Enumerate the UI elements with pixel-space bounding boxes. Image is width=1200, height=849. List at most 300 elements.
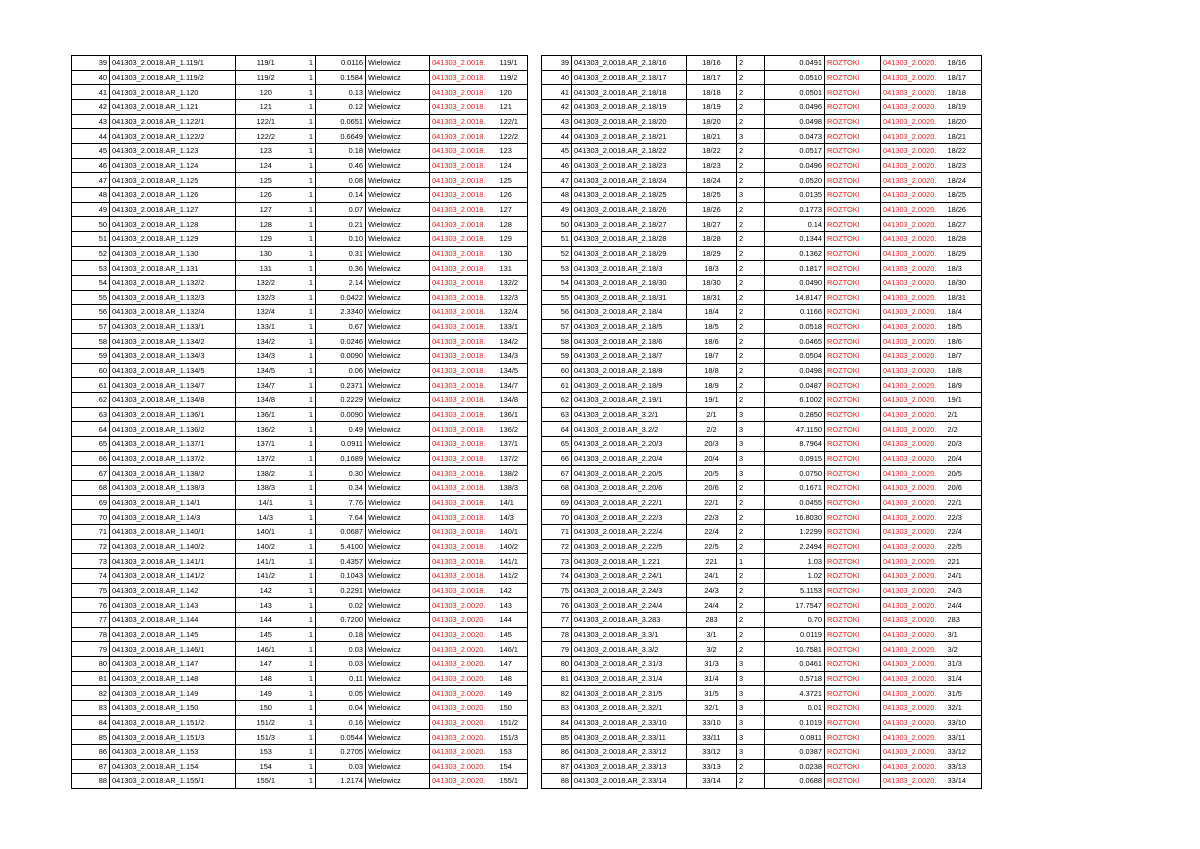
sheet-number-cell: 3	[737, 187, 765, 202]
sheet-number-cell: 1	[296, 334, 316, 349]
parcel-ref-cell: 33/13	[946, 759, 982, 774]
table-row	[72, 422, 528, 437]
table-row	[72, 627, 528, 642]
parcel-id-cell: 041303_2.0018.AR_2.20/3	[572, 437, 687, 452]
row-number-cell: 84	[542, 715, 572, 730]
parcel-ref-cell: 22/5	[946, 539, 982, 554]
table-row	[542, 744, 982, 759]
row-number-cell: 80	[72, 656, 110, 671]
precinct-code-cell: 041303_2.0020.	[881, 510, 946, 525]
row-number-cell: 43	[542, 114, 572, 129]
precinct-name-cell: Wielowicz	[366, 85, 430, 100]
parcel-number-cell: 145	[236, 627, 296, 642]
parcel-ref-cell: 31/4	[946, 671, 982, 686]
parcel-number-cell: 137/2	[236, 451, 296, 466]
table-row	[542, 656, 982, 671]
table-row	[72, 143, 528, 158]
precinct-code-cell: 041303_2.0018.	[430, 568, 498, 583]
table-row	[72, 378, 528, 393]
sheet-number-cell: 1	[296, 56, 316, 71]
parcel-id-cell: 041303_2.0018.AR_1.144	[110, 612, 236, 627]
precinct-code-cell: 041303_2.0018.	[430, 158, 498, 173]
parcel-ref-cell: 18/21	[946, 129, 982, 144]
parcel-number-cell: 141/1	[236, 554, 296, 569]
parcel-ref-cell: 119/2	[498, 70, 528, 85]
parcel-id-cell: 041303_2.0018.AR_1.151/3	[110, 730, 236, 745]
parcel-ref-cell: 18/22	[946, 143, 982, 158]
sheet-number-cell: 1	[296, 539, 316, 554]
precinct-code-cell: 041303_2.0020.	[881, 158, 946, 173]
parcel-ref-cell: 128	[498, 217, 528, 232]
row-number-cell: 53	[72, 261, 110, 276]
sheet-number-cell: 2	[737, 261, 765, 276]
area-value-cell: 0.14	[316, 187, 366, 202]
parcel-ref-cell: 18/9	[946, 378, 982, 393]
parcel-id-cell: 041303_2.0018.AR_1.122/1	[110, 114, 236, 129]
parcel-ref-cell: 133/1	[498, 319, 528, 334]
table-row	[542, 334, 982, 349]
parcel-number-cell: 134/5	[236, 363, 296, 378]
row-number-cell: 66	[72, 451, 110, 466]
area-value-cell: 0.49	[316, 422, 366, 437]
row-number-cell: 49	[542, 202, 572, 217]
precinct-name-cell: Wielowicz	[366, 598, 430, 613]
parcel-ref-cell: 151/2	[498, 715, 528, 730]
precinct-name-cell: Wielowicz	[366, 437, 430, 452]
precinct-name-cell: Wielowicz	[366, 539, 430, 554]
table-row	[72, 525, 528, 540]
parcel-id-cell: 041303_2.0018.AR_1.132/3	[110, 290, 236, 305]
precinct-code-cell: 041303_2.0018.	[430, 99, 498, 114]
parcel-number-cell: 119/1	[236, 56, 296, 71]
parcel-id-cell: 041303_2.0018.AR_1.122/2	[110, 129, 236, 144]
parcel-number-cell: 22/1	[687, 495, 737, 510]
sheet-number-cell: 1	[296, 656, 316, 671]
row-number-cell: 62	[542, 393, 572, 408]
area-value-cell: 0.1817	[765, 261, 825, 276]
precinct-name-cell: ROZTOKI	[825, 378, 881, 393]
parcel-number-cell: 18/30	[687, 275, 737, 290]
parcel-ref-cell: 22/1	[946, 495, 982, 510]
precinct-name-cell: ROZTOKI	[825, 759, 881, 774]
sheet-number-cell: 2	[737, 231, 765, 246]
sheet-number-cell: 1	[296, 202, 316, 217]
parcel-number-cell: 151/2	[236, 715, 296, 730]
parcel-ref-cell: 137/1	[498, 437, 528, 452]
parcel-number-cell: 141/2	[236, 568, 296, 583]
parcel-ref-cell: 31/5	[946, 686, 982, 701]
table-row	[542, 305, 982, 320]
parcel-id-cell: 041303_2.0018.AR_1.141/2	[110, 568, 236, 583]
precinct-code-cell: 041303_2.0020.	[881, 99, 946, 114]
sheet-number-cell: 2	[737, 598, 765, 613]
table-row	[542, 642, 982, 657]
precinct-code-cell: 041303_2.0020.	[881, 319, 946, 334]
precinct-code-cell: 041303_2.0020.	[430, 656, 498, 671]
row-number-cell: 56	[542, 305, 572, 320]
area-value-cell: 0.0487	[765, 378, 825, 393]
parcel-id-cell: 041303_2.0018.AR_2.18/24	[572, 173, 687, 188]
area-value-cell: 0.1344	[765, 231, 825, 246]
sheet-number-cell: 3	[737, 466, 765, 481]
row-number-cell: 70	[72, 510, 110, 525]
parcel-ref-cell: 153	[498, 744, 528, 759]
row-number-cell: 42	[542, 99, 572, 114]
parcel-ref-cell: 140/2	[498, 539, 528, 554]
parcel-number-cell: 2/1	[687, 407, 737, 422]
parcel-ref-cell: 24/4	[946, 598, 982, 613]
parcel-ref-cell: 123	[498, 143, 528, 158]
parcel-number-cell: 18/26	[687, 202, 737, 217]
precinct-name-cell: Wielowicz	[366, 363, 430, 378]
area-value-cell: 0.0090	[316, 407, 366, 422]
parcel-id-cell: 041303_2.0018.AR_2.33/13	[572, 759, 687, 774]
area-value-cell: 0.08	[316, 173, 366, 188]
parcel-number-cell: 134/3	[236, 349, 296, 364]
area-value-cell: 0.03	[316, 642, 366, 657]
table-row	[542, 275, 982, 290]
table-row	[72, 261, 528, 276]
area-value-cell: 0.7200	[316, 612, 366, 627]
area-value-cell: 16.8030	[765, 510, 825, 525]
precinct-name-cell: Wielowicz	[366, 334, 430, 349]
precinct-name-cell: Wielowicz	[366, 129, 430, 144]
row-number-cell: 67	[542, 466, 572, 481]
precinct-code-cell: 041303_2.0020.	[881, 642, 946, 657]
table-row	[72, 334, 528, 349]
parcel-number-cell: 132/4	[236, 305, 296, 320]
area-value-cell: 6.1002	[765, 393, 825, 408]
area-value-cell: 5.4100	[316, 539, 366, 554]
parcel-id-cell: 041303_2.0018.AR_3.2/2	[572, 422, 687, 437]
sheet-number-cell: 2	[737, 290, 765, 305]
precinct-name-cell: Wielowicz	[366, 466, 430, 481]
table-row	[542, 114, 982, 129]
sheet-number-cell: 2	[737, 583, 765, 598]
precinct-code-cell: 041303_2.0020.	[881, 774, 946, 789]
table-row	[72, 202, 528, 217]
parcel-id-cell: 041303_2.0018.AR_1.134/2	[110, 334, 236, 349]
area-value-cell: 0.03	[316, 759, 366, 774]
row-number-cell: 40	[542, 70, 572, 85]
precinct-name-cell: Wielowicz	[366, 349, 430, 364]
parcel-number-cell: 18/5	[687, 319, 737, 334]
parcel-id-cell: 041303_2.0018.AR_1.149	[110, 686, 236, 701]
precinct-name-cell: ROZTOKI	[825, 451, 881, 466]
precinct-code-cell: 041303_2.0020.	[881, 70, 946, 85]
row-number-cell: 71	[72, 525, 110, 540]
parcel-id-cell: 041303_2.0018.AR_1.148	[110, 671, 236, 686]
parcel-number-cell: 151/3	[236, 730, 296, 745]
row-number-cell: 51	[72, 231, 110, 246]
row-number-cell: 57	[542, 319, 572, 334]
row-number-cell: 41	[542, 85, 572, 100]
precinct-code-cell: 041303_2.0018.	[430, 378, 498, 393]
row-number-cell: 66	[542, 451, 572, 466]
area-value-cell: 0.0520	[765, 173, 825, 188]
parcel-ref-cell: 24/1	[946, 568, 982, 583]
parcel-id-cell: 041303_2.0018.AR_2.19/1	[572, 393, 687, 408]
parcel-ref-cell: 18/26	[946, 202, 982, 217]
parcel-id-cell: 041303_2.0018.AR_1.119/1	[110, 56, 236, 71]
area-value-cell: 0.0246	[316, 334, 366, 349]
sheet-number-cell: 1	[296, 583, 316, 598]
area-value-cell: 0.13	[316, 85, 366, 100]
sheet-number-cell: 1	[296, 671, 316, 686]
sheet-number-cell: 2	[737, 759, 765, 774]
parcel-number-cell: 132/3	[236, 290, 296, 305]
parcel-number-cell: 14/3	[236, 510, 296, 525]
parcel-id-cell: 041303_2.0018.AR_1.147	[110, 656, 236, 671]
parcel-ref-cell: 148	[498, 671, 528, 686]
sheet-number-cell: 3	[737, 686, 765, 701]
precinct-name-cell: ROZTOKI	[825, 217, 881, 232]
area-value-cell: 0.5718	[765, 671, 825, 686]
sheet-number-cell: 1	[296, 525, 316, 540]
sheet-number-cell: 1	[296, 290, 316, 305]
sheet-number-cell: 2	[737, 173, 765, 188]
row-number-cell: 74	[72, 568, 110, 583]
parcel-ref-cell: 18/31	[946, 290, 982, 305]
area-value-cell: 0.36	[316, 261, 366, 276]
parcel-id-cell: 041303_2.0018.AR_2.18/30	[572, 275, 687, 290]
area-value-cell: 0.0496	[765, 99, 825, 114]
row-number-cell: 41	[72, 85, 110, 100]
parcel-ref-cell: 18/20	[946, 114, 982, 129]
table-row	[72, 774, 528, 789]
precinct-name-cell: Wielowicz	[366, 407, 430, 422]
sheet-number-cell: 1	[296, 759, 316, 774]
precinct-code-cell: 041303_2.0020.	[430, 612, 498, 627]
sheet-number-cell: 2	[737, 158, 765, 173]
left-table-body	[72, 56, 528, 789]
area-value-cell: 0.0915	[765, 451, 825, 466]
area-value-cell: 0.0238	[765, 759, 825, 774]
area-value-cell: 1.2174	[316, 774, 366, 789]
right-table-body	[542, 56, 982, 789]
parcel-id-cell: 041303_2.0018.AR_1.134/8	[110, 393, 236, 408]
table-row	[72, 246, 528, 261]
parcel-id-cell: 041303_2.0018.AR_2.18/28	[572, 231, 687, 246]
precinct-name-cell: ROZTOKI	[825, 319, 881, 334]
table-row	[72, 319, 528, 334]
precinct-name-cell: ROZTOKI	[825, 393, 881, 408]
parcel-ref-cell: 18/23	[946, 158, 982, 173]
parcel-number-cell: 283	[687, 612, 737, 627]
row-number-cell: 58	[542, 334, 572, 349]
precinct-code-cell: 041303_2.0018.	[430, 305, 498, 320]
parcel-id-cell: 041303_2.0018.AR_1.131	[110, 261, 236, 276]
table-row	[72, 407, 528, 422]
row-number-cell: 63	[542, 407, 572, 422]
table-row	[542, 554, 982, 569]
sheet-number-cell: 2	[737, 568, 765, 583]
table-row	[542, 158, 982, 173]
parcel-ref-cell: 132/4	[498, 305, 528, 320]
sheet-number-cell: 1	[296, 730, 316, 745]
precinct-name-cell: Wielowicz	[366, 759, 430, 774]
precinct-name-cell: ROZTOKI	[825, 671, 881, 686]
parcel-id-cell: 041303_2.0018.AR_1.138/3	[110, 481, 236, 496]
sheet-number-cell: 2	[737, 612, 765, 627]
precinct-code-cell: 041303_2.0018.	[430, 510, 498, 525]
precinct-code-cell: 041303_2.0018.	[430, 261, 498, 276]
parcel-number-cell: 123	[236, 143, 296, 158]
precinct-code-cell: 041303_2.0020.	[881, 481, 946, 496]
precinct-code-cell: 041303_2.0018.	[430, 275, 498, 290]
precinct-name-cell: ROZTOKI	[825, 114, 881, 129]
precinct-name-cell: ROZTOKI	[825, 730, 881, 745]
row-number-cell: 40	[72, 70, 110, 85]
table-row	[542, 319, 982, 334]
parcel-id-cell: 041303_2.0018.AR_2.32/1	[572, 700, 687, 715]
area-value-cell: 10.7581	[765, 642, 825, 657]
precinct-code-cell: 041303_2.0018.	[430, 407, 498, 422]
precinct-name-cell: Wielowicz	[366, 656, 430, 671]
parcel-id-cell: 041303_2.0018.AR_2.24/3	[572, 583, 687, 598]
parcel-id-cell: 041303_2.0018.AR_1.133/1	[110, 319, 236, 334]
row-number-cell: 65	[72, 437, 110, 452]
parcel-number-cell: 18/25	[687, 187, 737, 202]
precinct-code-cell: 041303_2.0020.	[430, 744, 498, 759]
precinct-code-cell: 041303_2.0020.	[430, 598, 498, 613]
sheet-number-cell: 1	[296, 612, 316, 627]
precinct-name-cell: Wielowicz	[366, 642, 430, 657]
row-number-cell: 67	[72, 466, 110, 481]
table-row	[72, 393, 528, 408]
table-row	[542, 56, 982, 71]
precinct-code-cell: 041303_2.0020.	[430, 774, 498, 789]
sheet-number-cell: 2	[737, 627, 765, 642]
parcel-number-cell: 22/4	[687, 525, 737, 540]
row-number-cell: 78	[542, 627, 572, 642]
parcel-ref-cell: 22/4	[946, 525, 982, 540]
table-row	[542, 349, 982, 364]
parcel-id-cell: 041303_2.0018.AR_1.130	[110, 246, 236, 261]
parcel-number-cell: 131	[236, 261, 296, 276]
table-row	[72, 759, 528, 774]
precinct-code-cell: 041303_2.0020.	[881, 466, 946, 481]
area-value-cell: 0.0465	[765, 334, 825, 349]
row-number-cell: 54	[542, 275, 572, 290]
parcel-id-cell: 041303_2.0018.AR_2.18/7	[572, 349, 687, 364]
sheet-number-cell: 1	[296, 407, 316, 422]
precinct-code-cell: 041303_2.0018.	[430, 437, 498, 452]
parcel-id-cell: 041303_2.0018.AR_1.138/2	[110, 466, 236, 481]
row-number-cell: 76	[542, 598, 572, 613]
row-number-cell: 87	[72, 759, 110, 774]
sheet-number-cell: 1	[296, 774, 316, 789]
parcel-ref-cell: 3/1	[946, 627, 982, 642]
precinct-name-cell: Wielowicz	[366, 305, 430, 320]
row-number-cell: 86	[542, 744, 572, 759]
precinct-name-cell: ROZTOKI	[825, 275, 881, 290]
parcel-number-cell: 22/3	[687, 510, 737, 525]
precinct-name-cell: Wielowicz	[366, 173, 430, 188]
parcel-ref-cell: 18/24	[946, 173, 982, 188]
parcel-ref-cell: 19/1	[946, 393, 982, 408]
parcel-number-cell: 24/3	[687, 583, 737, 598]
parcel-id-cell: 041303_2.0018.AR_2.18/3	[572, 261, 687, 276]
precinct-code-cell: 041303_2.0020.	[881, 261, 946, 276]
parcel-id-cell: 041303_2.0018.AR_3.3/1	[572, 627, 687, 642]
parcel-id-cell: 041303_2.0018.AR_2.18/20	[572, 114, 687, 129]
parcel-id-cell: 041303_2.0018.AR_1.136/1	[110, 407, 236, 422]
table-row	[542, 393, 982, 408]
parcel-ref-cell: 129	[498, 231, 528, 246]
row-number-cell: 54	[72, 275, 110, 290]
precinct-code-cell: 041303_2.0020.	[881, 378, 946, 393]
row-number-cell: 64	[72, 422, 110, 437]
area-value-cell: 0.0461	[765, 656, 825, 671]
precinct-name-cell: ROZTOKI	[825, 363, 881, 378]
row-number-cell: 71	[542, 525, 572, 540]
parcel-ref-cell: 18/3	[946, 261, 982, 276]
precinct-code-cell: 041303_2.0020.	[430, 730, 498, 745]
parcel-number-cell: 2/2	[687, 422, 737, 437]
precinct-code-cell: 041303_2.0018.	[430, 246, 498, 261]
parcel-number-cell: 136/1	[236, 407, 296, 422]
precinct-name-cell: ROZTOKI	[825, 349, 881, 364]
parcel-ref-cell: 18/4	[946, 305, 982, 320]
parcel-ref-cell: 140/1	[498, 525, 528, 540]
precinct-code-cell: 041303_2.0020.	[881, 187, 946, 202]
parcel-number-cell: 154	[236, 759, 296, 774]
parcel-number-cell: 3/1	[687, 627, 737, 642]
precinct-code-cell: 041303_2.0018.	[430, 349, 498, 364]
precinct-code-cell: 041303_2.0018.	[430, 363, 498, 378]
table-row	[72, 481, 528, 496]
parcel-number-cell: 18/24	[687, 173, 737, 188]
row-number-cell: 70	[542, 510, 572, 525]
row-number-cell: 62	[72, 393, 110, 408]
row-number-cell: 83	[542, 700, 572, 715]
precinct-code-cell: 041303_2.0020.	[881, 495, 946, 510]
area-value-cell: 1.2299	[765, 525, 825, 540]
sheet-number-cell: 3	[737, 671, 765, 686]
table-row	[542, 671, 982, 686]
precinct-code-cell: 041303_2.0020.	[881, 129, 946, 144]
parcel-number-cell: 24/1	[687, 568, 737, 583]
area-value-cell: 0.0544	[316, 730, 366, 745]
row-number-cell: 43	[72, 114, 110, 129]
area-value-cell: 0.11	[316, 671, 366, 686]
sheet-number-cell: 1	[296, 70, 316, 85]
parcel-id-cell: 041303_2.0018.AR_1.145	[110, 627, 236, 642]
precinct-name-cell: ROZTOKI	[825, 437, 881, 452]
precinct-code-cell: 041303_2.0020.	[430, 627, 498, 642]
row-number-cell: 82	[72, 686, 110, 701]
precinct-code-cell: 041303_2.0020.	[881, 173, 946, 188]
precinct-code-cell: 041303_2.0020.	[881, 598, 946, 613]
table-row	[72, 700, 528, 715]
sheet-number-cell: 1	[296, 143, 316, 158]
row-number-cell: 60	[542, 363, 572, 378]
parcel-ref-cell: 141/2	[498, 568, 528, 583]
table-row	[72, 451, 528, 466]
precinct-name-cell: Wielowicz	[366, 686, 430, 701]
row-number-cell: 39	[542, 56, 572, 71]
precinct-code-cell: 041303_2.0020.	[881, 451, 946, 466]
table-row	[542, 568, 982, 583]
precinct-name-cell: Wielowicz	[366, 451, 430, 466]
sheet-number-cell: 2	[737, 305, 765, 320]
table-row	[72, 642, 528, 657]
area-value-cell: 0.0504	[765, 349, 825, 364]
row-number-cell: 48	[542, 187, 572, 202]
precinct-code-cell: 041303_2.0020.	[881, 612, 946, 627]
table-row	[72, 217, 528, 232]
